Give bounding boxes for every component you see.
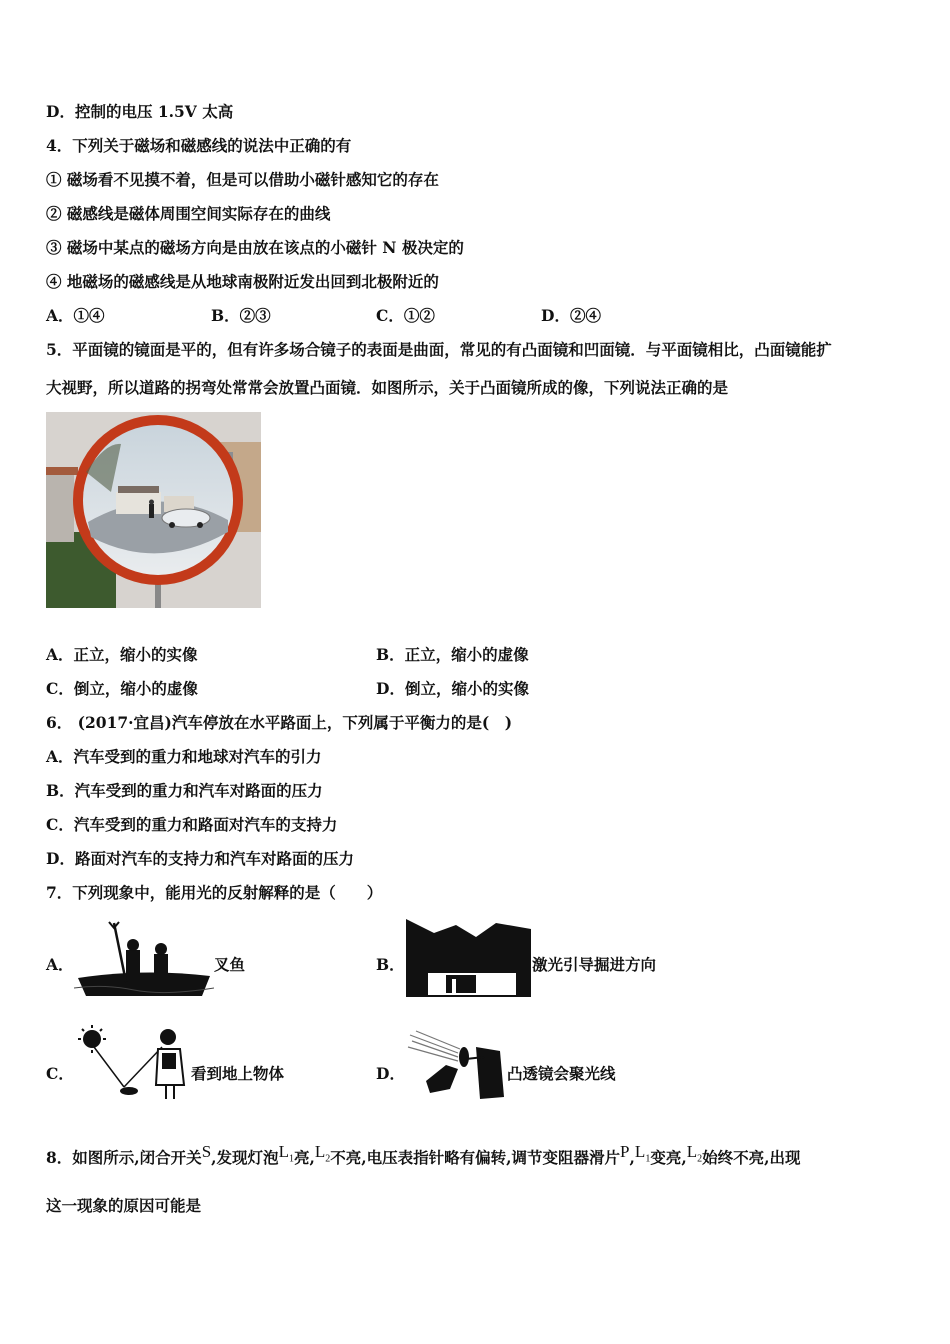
q5-option-a: A．正立，缩小的实像 [46,645,198,664]
q8-text-5: , [629,1148,635,1168]
q4-statement-1: ① 磁场看不见摸不着，但是可以借助小磁针感知它的存在 [46,170,439,189]
q7-option-c-label: C． [46,1064,74,1083]
q8-text-1: 8．如图所示,闭合开关 [46,1148,202,1168]
q8-text-4: 不亮,电压表指针略有偏转,调节变阻器滑片 [330,1148,621,1168]
q7-option-a-label: A． [46,955,74,974]
q8-symbol-lamp-1: $L_1$ [278,1142,294,1165]
laser-tunnel-illustration [406,919,531,997]
convex-mirror-photo [46,412,261,608]
q8-symbol-lamp-1b: $L_1$ [634,1142,651,1165]
q6-option-d: D．路面对汽车的支持力和汽车对路面的压力 [46,849,354,868]
q6-stem: 6． (2017·宜昌)汽车停放在水平路面上，下列属于平衡力的是( ) [46,713,513,732]
q4-option-d: D．②④ [541,306,601,325]
q6-option-a: A．汽车受到的重力和地球对汽车的引力 [46,747,322,766]
q7-stem: 7．下列现象中，能用光的反射解释的是（ ） [46,883,383,902]
q8-text-6: 变亮, [650,1148,687,1168]
q5-option-d: D．倒立，缩小的实像 [376,679,529,698]
q8-symbol-lamp-2b: $L_2$ [686,1142,703,1165]
q4-option-c: C．①② [376,306,435,325]
q4-stem: 4．下列关于磁场和磁感线的说法中正确的有 [46,136,352,155]
q5-stem-line-2: 大视野，所以道路的拐弯处常常会放置凸面镜．如图所示，关于凸面镜所成的像，下列说法正确的是 [46,378,729,397]
q7-option-b-label: B． [376,955,405,974]
q4-statement-3: ③ 磁场中某点的磁场方向是由放在该点的小磁针 N 极决定的 [46,238,464,257]
q5-stem-line-1: 5．平面镜的镜面是平的，但有许多场合镜子的表面是曲面，常见的有凸面镜和凹面镜．与平面镜相比，凸面镜能扩 [46,340,832,359]
q7-option-c-text: 看到地上物体 [191,1064,285,1083]
q8-symbol-switch: S [201,1142,212,1161]
q6-option-c: C．汽车受到的重力和路面对汽车的支持力 [46,815,338,834]
q8-text-7: 始终不亮,出现 [702,1148,801,1168]
q4-statement-4: ④ 地磁场的磁感线是从地球南极附近发出回到北极附近的 [46,272,439,291]
fishing-boat-illustration [74,918,214,998]
convex-lens-illustration [406,1027,506,1101]
q7-option-d-label: D． [376,1064,405,1083]
q4-option-a: A．①④ [46,306,105,325]
q5-option-b: B．正立，缩小的虚像 [376,645,529,664]
q4-statement-2: ② 磁感线是磁体周围空间实际存在的曲线 [46,204,331,223]
q7-option-a-text: 叉鱼 [214,955,246,974]
q7-option-d-text: 凸透镜会聚光线 [507,1064,616,1083]
q8-stem-line-1 [46,1142,801,1169]
q3-option-d: D．控制的电压 1.5V 太高 [46,102,234,121]
q8-text-2: ,发现灯泡 [211,1148,279,1168]
q8-symbol-lamp-2: $L_2$ [314,1142,331,1165]
q5-option-c: C．倒立，缩小的虚像 [46,679,198,698]
q6-option-b: B．汽车受到的重力和汽车对路面的压力 [46,781,323,800]
q7-option-b-text: 激光引导掘进方向 [532,955,657,974]
q8-symbol-slider: P [620,1142,630,1161]
reflection-girl-illustration [74,1025,192,1101]
q8-text-3: 亮, [293,1148,315,1168]
q4-option-b: B．②③ [211,306,271,325]
q8-stem-line-2: 这一现象的原因可能是 [46,1196,202,1215]
